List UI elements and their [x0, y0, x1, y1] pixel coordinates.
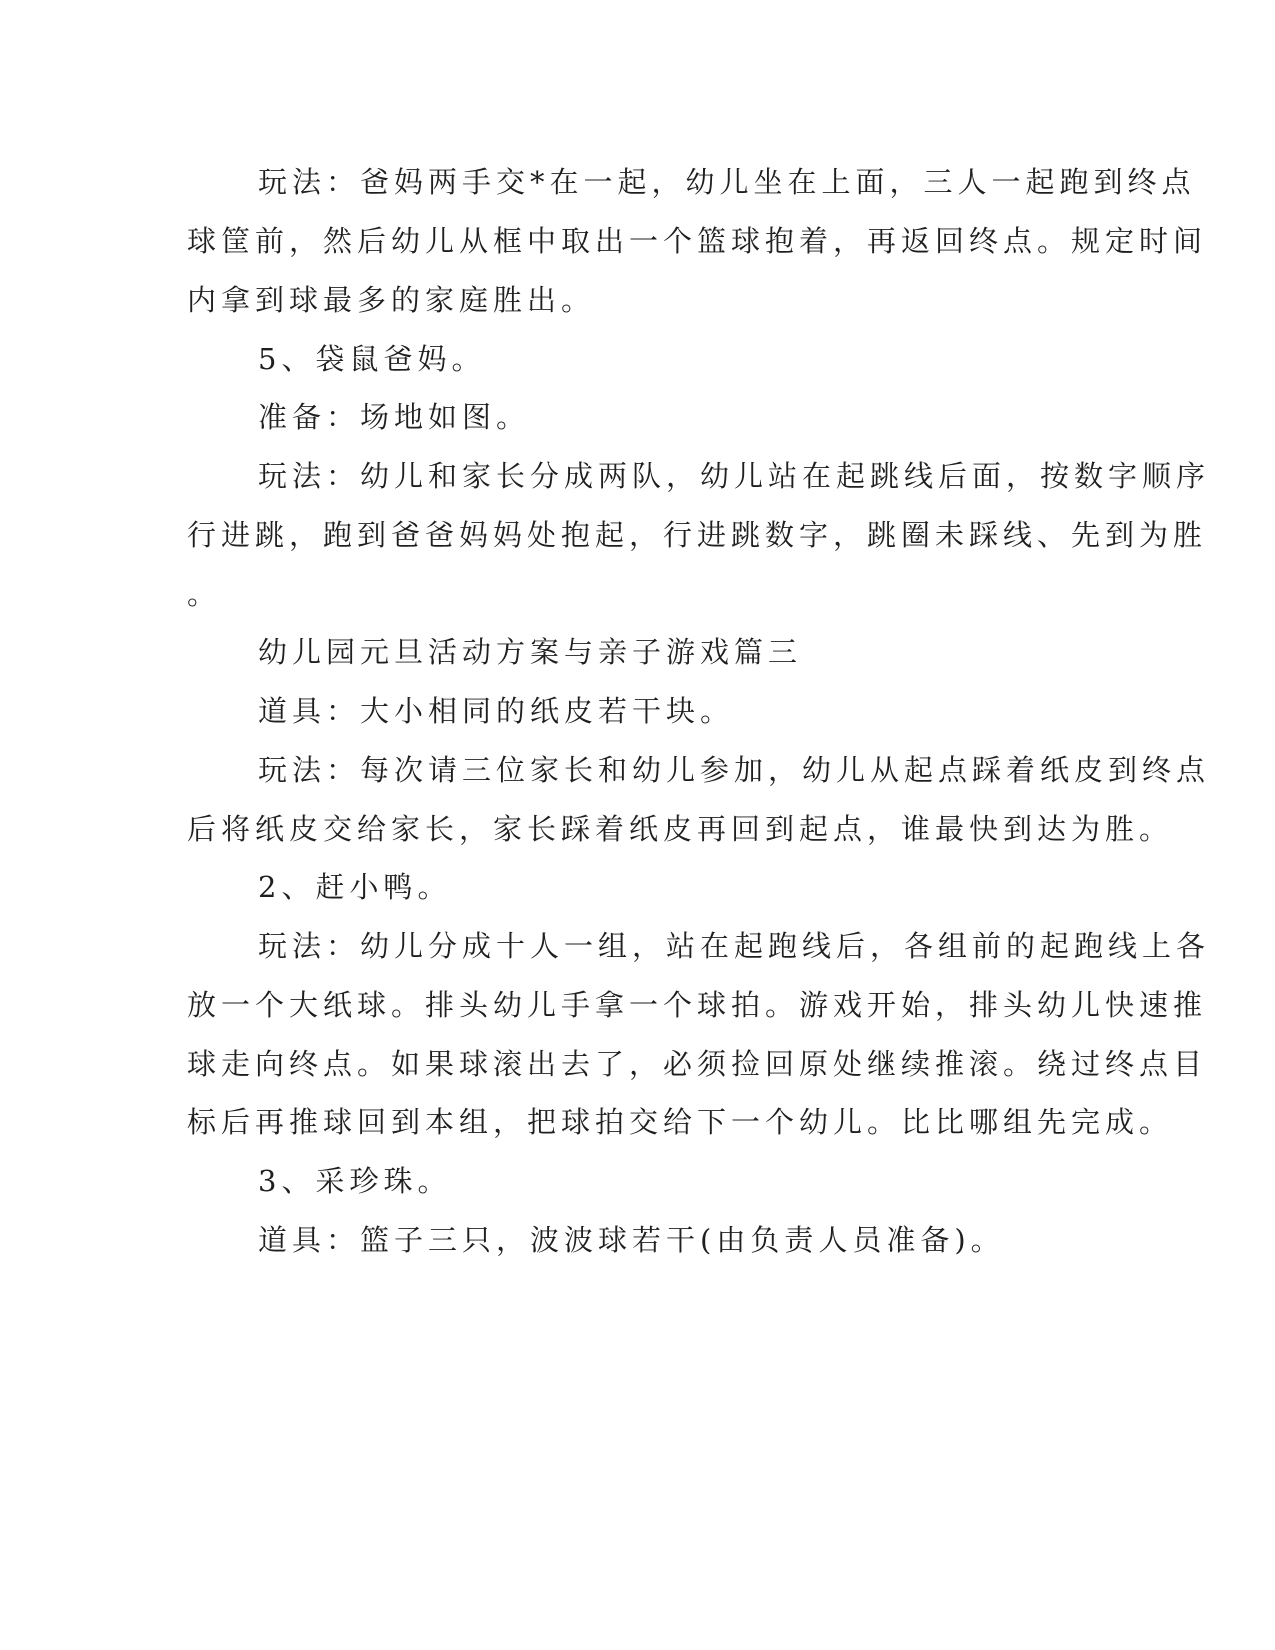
paragraph-line: 准备：场地如图。	[258, 400, 531, 434]
paragraph-line: 道具：篮子三只，波波球若干(由负责人员准备)。	[258, 1223, 1005, 1257]
paragraph-line: 。	[187, 577, 222, 611]
paragraph-line: 放一个大纸球。排头幼儿手拿一个球拍。游戏开始，排头幼儿快速推	[187, 988, 1208, 1022]
paragraph-line: 玩法：每次请三位家长和幼儿参加，幼儿从起点踩着纸皮到终点	[258, 753, 1211, 787]
section-title: 幼儿园元旦活动方案与亲子游戏篇三	[258, 635, 803, 669]
section-heading: 2、赶小鸭。	[258, 870, 452, 904]
paragraph-line: 球筐前，然后幼儿从框中取出一个篮球抱着，再返回终点。规定时间	[187, 224, 1208, 258]
paragraph-line: 玩法：爸妈两手交*在一起，幼儿坐在上面，三人一起跑到终点	[258, 165, 1196, 199]
paragraph-line: 球走向终点。如果球滚出去了，必须捡回原处继续推滚。绕过终点目	[187, 1047, 1208, 1081]
paragraph-line: 道具：大小相同的纸皮若干块。	[258, 694, 735, 728]
paragraph-line: 标后再推球回到本组，把球拍交给下一个幼儿。比比哪组先完成。	[187, 1105, 1174, 1139]
paragraph-line: 后将纸皮交给家长，家长踩着纸皮再回到起点，谁最快到达为胜。	[187, 812, 1174, 846]
paragraph-line: 行进跳，跑到爸爸妈妈处抱起，行进跳数字，跳圈未踩线、先到为胜	[187, 518, 1208, 552]
paragraph-line: 玩法：幼儿分成十人一组，站在起跑线后，各组前的起跑线上各	[258, 929, 1211, 963]
section-heading: 3、采珍珠。	[258, 1164, 452, 1198]
paragraph-line: 内拿到球最多的家庭胜出。	[187, 283, 596, 317]
paragraph-line: 玩法：幼儿和家长分成两队，幼儿站在起跳线后面，按数字顺序	[258, 459, 1211, 493]
section-heading: 5、袋鼠爸妈。	[258, 342, 486, 376]
